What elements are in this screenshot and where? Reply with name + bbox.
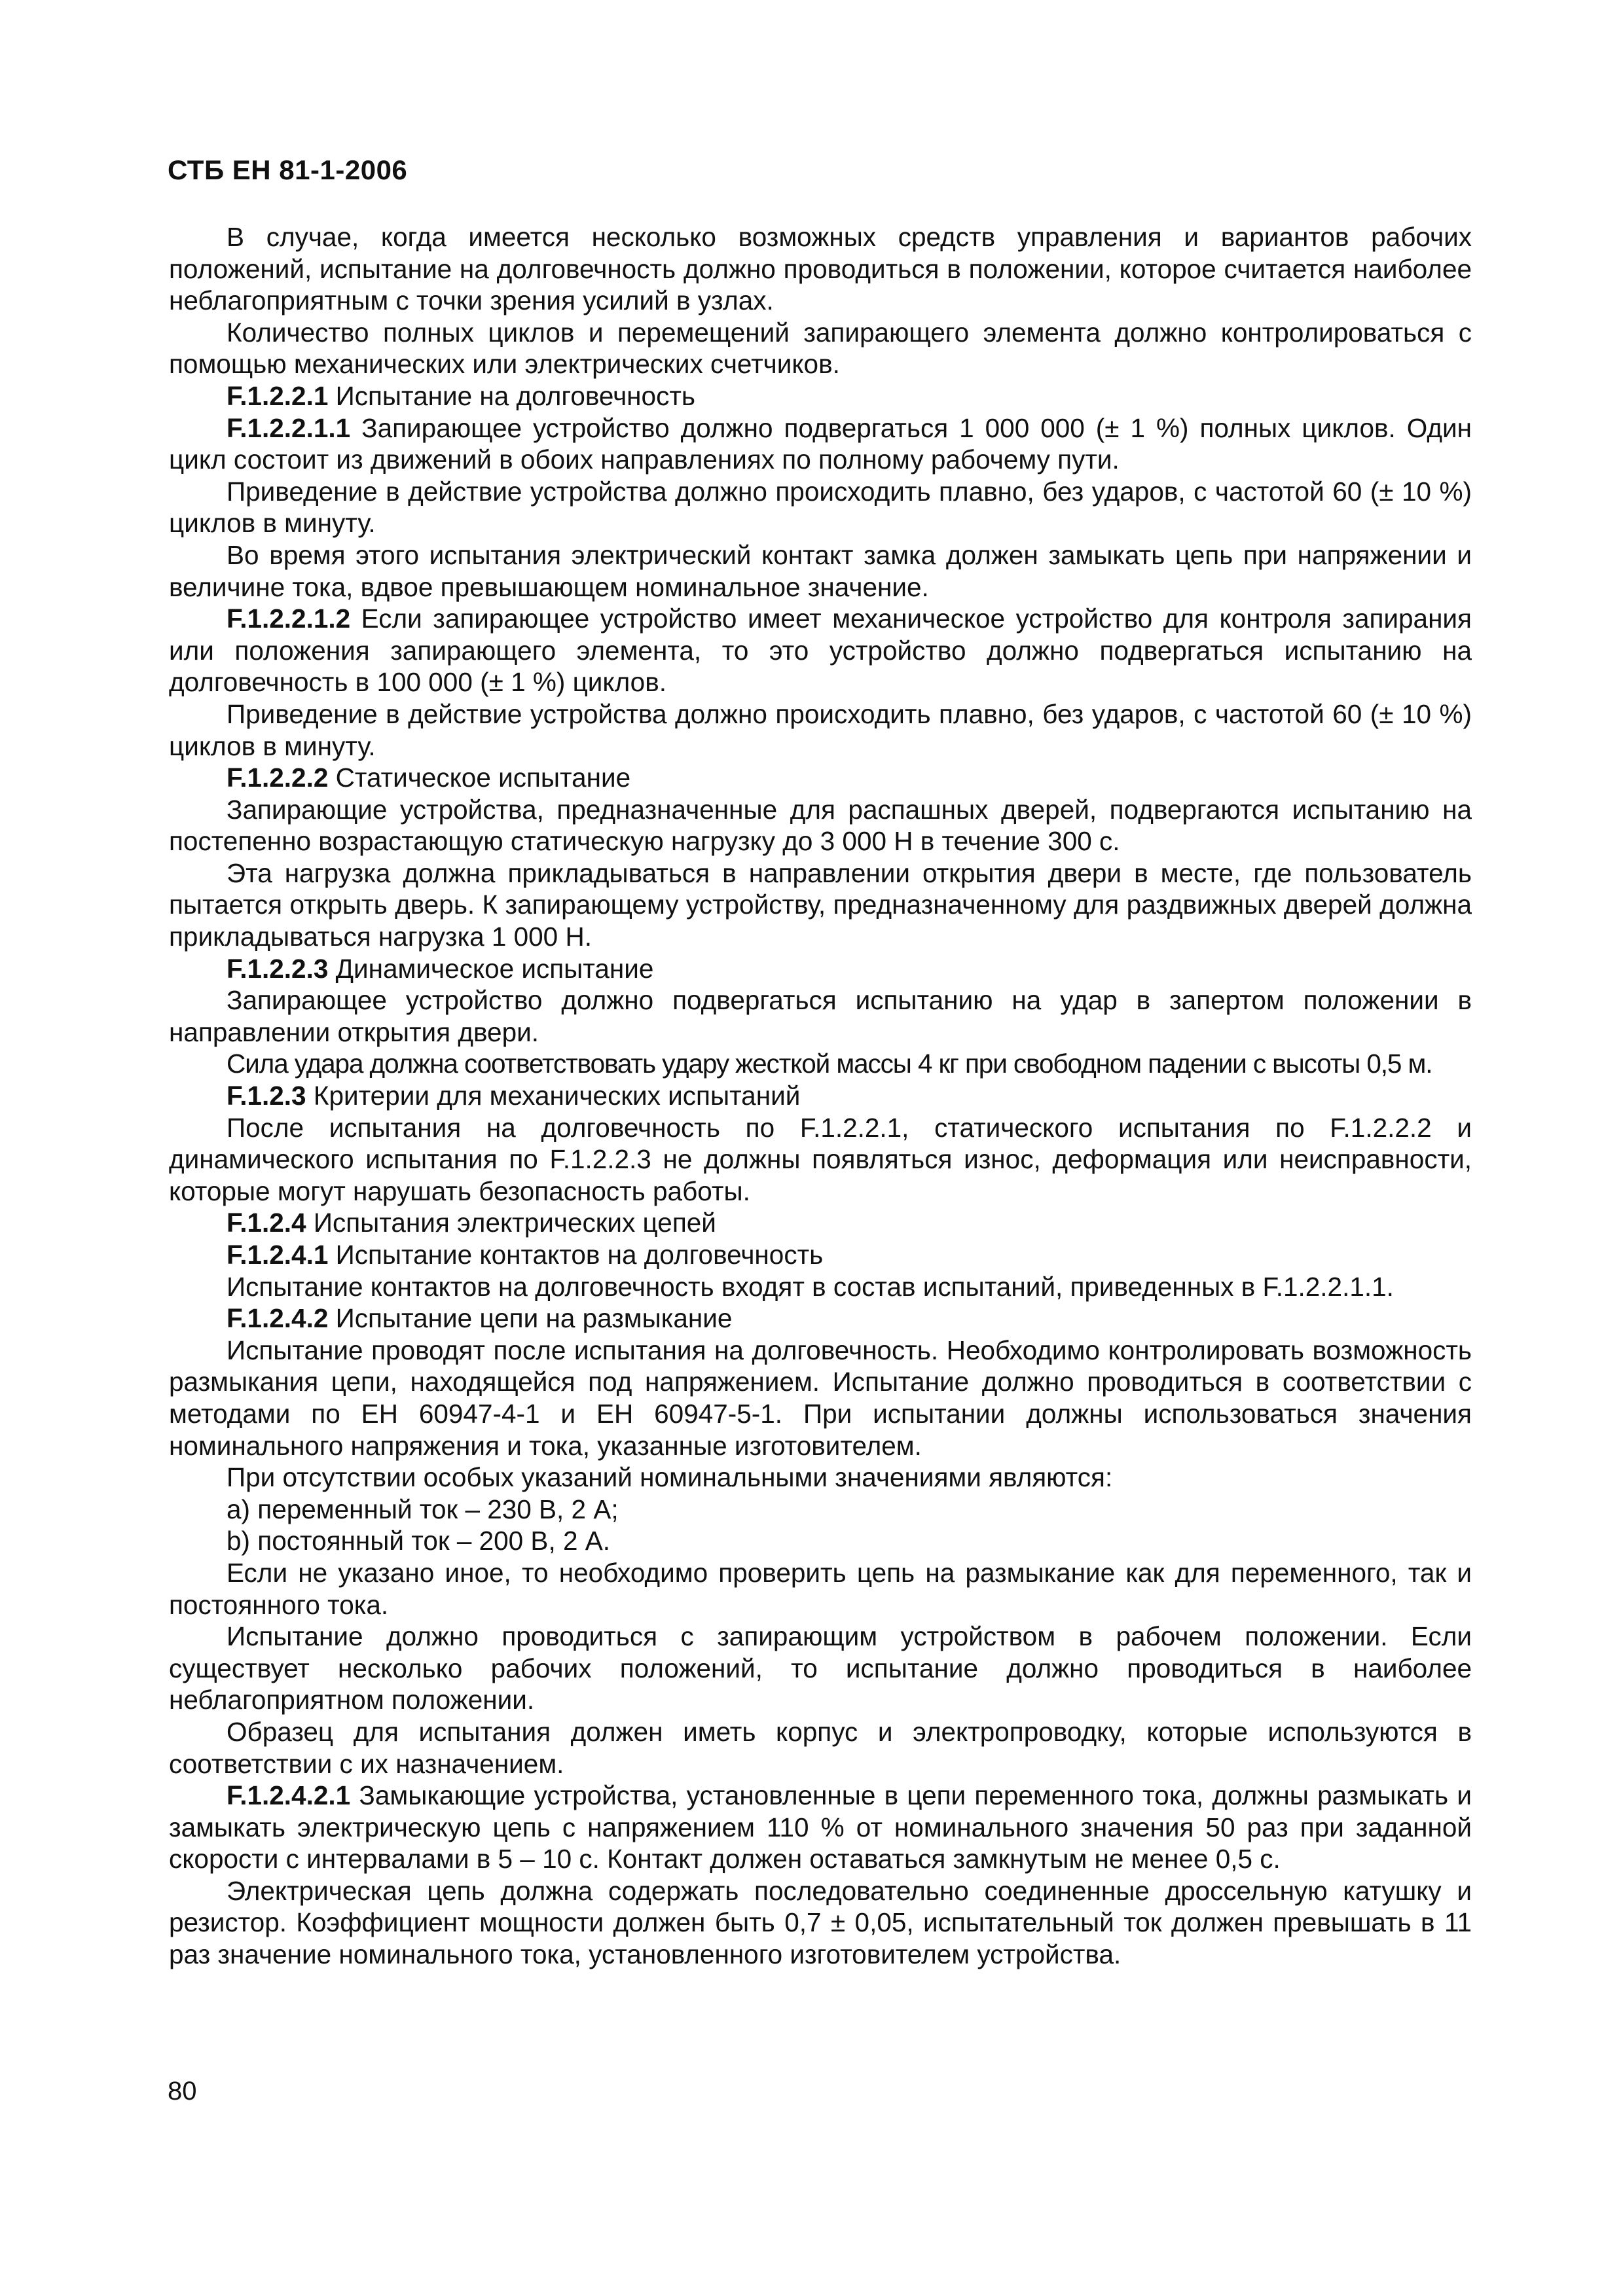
clause-number: F.1.2.4 [227, 1208, 306, 1238]
paragraph: Количество полных циклов и перемещений запирающего элемента должно контролироваться с помощью механических или электрических счетчиков. [169, 317, 1472, 380]
paragraph: Если не указано иное, то необходимо проверить цепь на размыкание как для переменного, так и постоянного тока. [169, 1557, 1472, 1620]
paragraph: Запирающие устройства, предназначенные для распашных дверей, подвергаются испытанию на постепенно возрастающую статическую нагрузку до 3 000 Н в течение 300 с. [169, 794, 1472, 857]
list-item: b) постоянный ток – 200 В, 2 А. [227, 1526, 610, 1556]
clause-number: F.1.2.2.2 [227, 762, 329, 793]
clause-number: F.1.2.4.2.1 [227, 1780, 351, 1811]
paragraph: Испытание должно проводиться с запирающим устройством в рабочем положении. Если существует несколько рабочих положений, то испытание должно проводиться в наиболее неблагоприятном положении. [169, 1621, 1472, 1715]
document-code-header: СТБ ЕН 81-1-2006 [168, 154, 408, 185]
paragraph: Электрическая цепь должна содержать последовательно соединенные дроссельную катушку и резистор. Коэффициент мощности должен быть 0,7 ± 0,05, испытательный ток должен превышать в 11 раз значение номинального тока, установленного изготовителем устройства. [169, 1875, 1472, 1970]
document-body [169, 221, 1472, 1971]
clause-number: F.1.2.2.1.2 [227, 603, 351, 634]
clause-number: F.1.2.4.1 [227, 1240, 329, 1270]
clause-heading: F.1.2.4.2 Испытание цепи на размыкание [227, 1303, 733, 1334]
clause-number: F.1.2.3 [227, 1081, 306, 1111]
list-item: a) переменный ток – 230 В, 2 А; [227, 1494, 619, 1524]
clause-heading: F.1.2.3 Критерии для механических испытаний [227, 1081, 801, 1111]
clause-heading: F.1.2.4.1 Испытание контактов на долговечность [227, 1240, 824, 1270]
clause-heading: F.1.2.2.2 Статическое испытание [227, 762, 631, 793]
paragraph: Приведение в действие устройства должно происходить плавно, без ударов, с частотой 60 (± 10 %) циклов в минуту. [169, 698, 1472, 761]
clause-number: F.1.2.2.1.1 [227, 412, 351, 443]
paragraph: После испытания на долговечность по F.1.2.2.1, статического испытания по F.1.2.2.2 и динамического испытания по F.1.2.2.3 не должны появляться износ, деформация или неисправности, которые могут нарушать безопасность работы. [169, 1112, 1472, 1206]
paragraph: Испытание проводят после испытания на долговечность. Необходимо контролировать возможность размыкания цепи, находящейся под напряжением. Испытание должно проводиться в соответствии с методами по ЕН 60947-4-1 и ЕН 60947-5-1. При испытании должны использоваться значения номинального напряжения и тока, указанные изготовителем. [169, 1335, 1472, 1461]
clause-heading: F.1.2.4 Испытания электрических цепей [227, 1208, 716, 1238]
clause-number: F.1.2.2.1 [227, 380, 329, 411]
clause-number: F.1.2.2.3 [227, 953, 329, 984]
page-number: 80 [168, 2077, 197, 2106]
clause-number: F.1.2.4.2 [227, 1303, 329, 1334]
paragraph: В случае, когда имеется несколько возможных средств управления и вариантов рабочих положений, испытание на долговечность должно проводиться в положении, которое считается наиболее неблагоприятным с точки зрения усилий в узлах. [169, 222, 1472, 316]
paragraph: Сила удара должна соответствовать удару жесткой массы 4 кг при свободном падении с высоты 0,5 м. [227, 1049, 1432, 1079]
paragraph: Образец для испытания должен иметь корпус и электропроводку, которые используются в соответствии с их назначением. [169, 1716, 1472, 1779]
paragraph: Испытание контактов на долговечность входят в состав испытаний, приведенных в F.1.2.2.1.1. [227, 1271, 1394, 1302]
paragraph: Приведение в действие устройства должно происходить плавно, без ударов, с частотой 60 (± 10 %) циклов в минуту. [169, 476, 1472, 539]
clause-heading: F.1.2.2.3 Динамическое испытание [227, 953, 654, 984]
list-intro: При отсутствии особых указаний номинальными значениями являются: [227, 1462, 1113, 1493]
clause-paragraph: F.1.2.2.1.1 Запирающее устройство должно подвергаться 1 000 000 (± 1 %) полных циклов. Один цикл состоит из движений в обоих направлениях по полному рабочему пути. [169, 412, 1472, 475]
clause-paragraph: F.1.2.4.2.1 Замыкающие устройства, установленные в цепи переменного тока, должны размыкать и замыкать электрическую цепь с напряжением 110 % от номинального значения 50 раз при заданной скорости с интервалами в 5 – 10 с. Контакт должен оставаться замкнутым не менее 0,5 с. [169, 1780, 1472, 1874]
clause-paragraph: F.1.2.2.1.2 Если запирающее устройство имеет механическое устройство для контроля запирания или положения запирающего элемента, то это устройство должно подвергаться испытанию на долговечность в 100 000 (± 1 %) циклов. [169, 603, 1472, 698]
clause-heading: F.1.2.2.1 Испытание на долговечность [227, 380, 695, 411]
nominal-values-list [169, 1462, 1472, 1557]
paragraph: Запирающее устройство должно подвергаться испытанию на удар в запертом положении в направлении открытия двери. [169, 985, 1472, 1047]
paragraph: Эта нагрузка должна прикладываться в направлении открытия двери в месте, где пользователь пытается открыть дверь. К запирающему устройству, предназначенному для раздвижных дверей должна прикладываться нагрузка 1 000 Н. [169, 857, 1472, 952]
paragraph: Во время этого испытания электрический контакт замка должен замыкать цепь при напряжении и величине тока, вдвое превышающем номинальное значение. [169, 539, 1472, 602]
